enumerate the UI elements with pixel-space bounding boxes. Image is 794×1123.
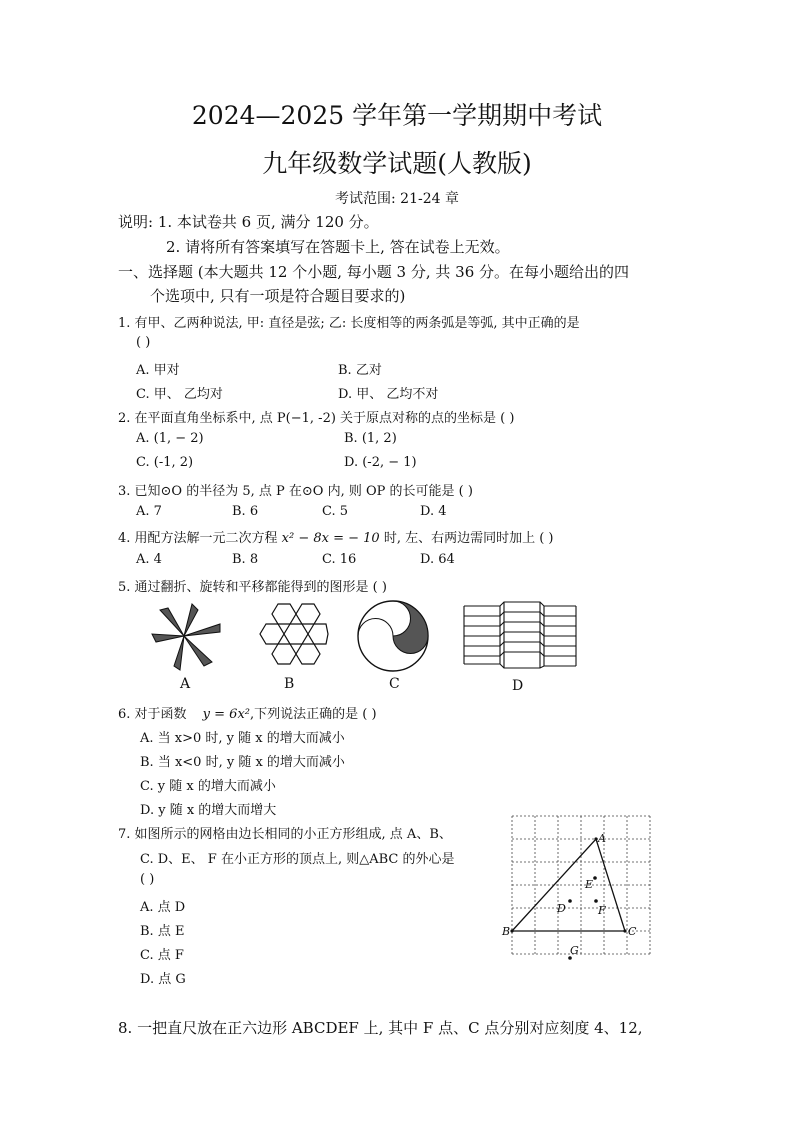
q5-label-c: C: [389, 676, 400, 692]
q2-option-a: A. (1, − 2): [136, 431, 204, 446]
q1-option-d: D. 甲、 乙均不对: [338, 387, 439, 402]
q3-option-c: C. 5: [322, 504, 349, 519]
q4-stem: [118, 527, 554, 546]
q4-equation: x² − 8x = − 10: [281, 531, 380, 546]
q1-option-a: A. 甲对: [136, 363, 180, 378]
q7-blank: ( ): [140, 872, 155, 887]
q2-option-d: D. (-2, − 1): [344, 455, 417, 470]
q7-option-a: A. 点 D: [140, 900, 186, 915]
q6-option-b: B. 当 x<0 时, y 随 x 的增大而减小: [140, 755, 345, 770]
q5-label-d: D: [512, 678, 524, 694]
q5-figure-d-zigzag: [460, 598, 580, 674]
q4-stem-post: 时, 左、右两边需同时加上 ( ): [379, 531, 554, 546]
q1-option-b: B. 乙对: [338, 363, 382, 378]
q5-label-a: A: [180, 676, 191, 692]
q4-option-b: B. 8: [232, 552, 259, 567]
exam-subtitle: 九年级数学试题(人教版): [262, 149, 532, 178]
exam-scope: 考试范围: 21-24 章: [335, 191, 459, 207]
q6-stem: [118, 703, 377, 722]
q7-option-c: C. 点 F: [140, 948, 184, 963]
q7-stem-line2: C. D、E、 F 在小正方形的顶点上, 则△ABC 的外心是: [140, 852, 455, 867]
q4-stem-pre: 4. 用配方法解一元二次方程: [118, 531, 282, 546]
q7-label-a: A: [598, 832, 606, 845]
q7-label-f: F: [598, 904, 606, 917]
q1-stem: 1. 有甲、乙两种说法, 甲: 直径是弦; 乙: 长度相等的两条弧是等弧, 其中正确的是: [118, 316, 580, 331]
q7-label-e: E: [585, 878, 594, 891]
q6-stem-post: ,下列说法正确的是 ( ): [250, 707, 377, 722]
q2-option-c: C. (-1, 2): [136, 455, 194, 470]
q4-option-a: A. 4: [136, 552, 162, 567]
q6-function: y = 6x²: [202, 707, 250, 722]
q3-stem: 3. 已知⊙O 的半径为 5, 点 P 在⊙O 内, 则 OP 的长可能是 ( ): [118, 484, 473, 499]
q5-label-b: B: [284, 676, 295, 692]
q2-option-b: B. (1, 2): [344, 431, 397, 446]
q7-option-b: B. 点 E: [140, 924, 185, 939]
q7-label-g: G: [570, 944, 579, 957]
q2-stem: 2. 在平面直角坐标系中, 点 P(−1, -2) 关于原点对称的点的坐标是 ( ): [118, 411, 515, 426]
exam-title: 2024—2025 学年第一学期期中考试: [191, 101, 603, 130]
q3-option-d: D. 4: [420, 504, 447, 519]
q7-label-b: B: [502, 925, 511, 938]
q3-option-b: B. 6: [232, 504, 259, 519]
q7-stem-line1: 7. 如图所示的网格由边长相同的小正方形组成, 点 A、B、: [118, 827, 452, 842]
section-heading-cont: 个选项中, 只有一项是符合题目要求的): [150, 287, 406, 305]
notes-line-1: 说明: 1. 本试卷共 6 页, 满分 120 分。: [118, 213, 379, 231]
q7-label-c: C: [628, 925, 637, 938]
notes-line-2: 2. 请将所有答案填写在答题卡上, 答在试卷上无效。: [166, 238, 510, 256]
q6-option-d: D. y 随 x 的增大而增大: [140, 803, 277, 818]
q5-figure-b-honeycomb: [250, 598, 330, 670]
q1-option-c: C. 甲、 乙均对: [136, 387, 223, 402]
q5-stem: 5. 通过翻折、旋转和平移都能得到的图形是 ( ): [118, 580, 387, 595]
q4-option-c: C. 16: [322, 552, 357, 567]
q7-option-d: D. 点 G: [140, 972, 186, 987]
q6-option-c: C. y 随 x 的增大而减小: [140, 779, 276, 794]
q8-stem: 8. 一把直尺放在正六边形 ABCDEF 上, 其中 F 点、C 点分别对应刻度 4、12,: [118, 1019, 643, 1037]
q5-figure-c-circle: [355, 598, 431, 674]
q7-label-d: D: [557, 902, 566, 915]
q3-option-a: A. 7: [136, 504, 162, 519]
q6-option-a: A. 当 x>0 时, y 随 x 的增大而减小: [140, 731, 345, 746]
q1-blank: ( ): [136, 335, 151, 350]
q5-figure-a-pinwheel: [146, 600, 226, 672]
section-heading: 一、选择题 (本大题共 12 个小题, 每小题 3 分, 共 36 分。在每小题给出的四: [118, 263, 630, 281]
q7-grid-figure: [500, 808, 660, 960]
q4-option-d: D. 64: [420, 552, 455, 567]
q6-stem-pre: 6. 对于函数: [118, 707, 191, 722]
